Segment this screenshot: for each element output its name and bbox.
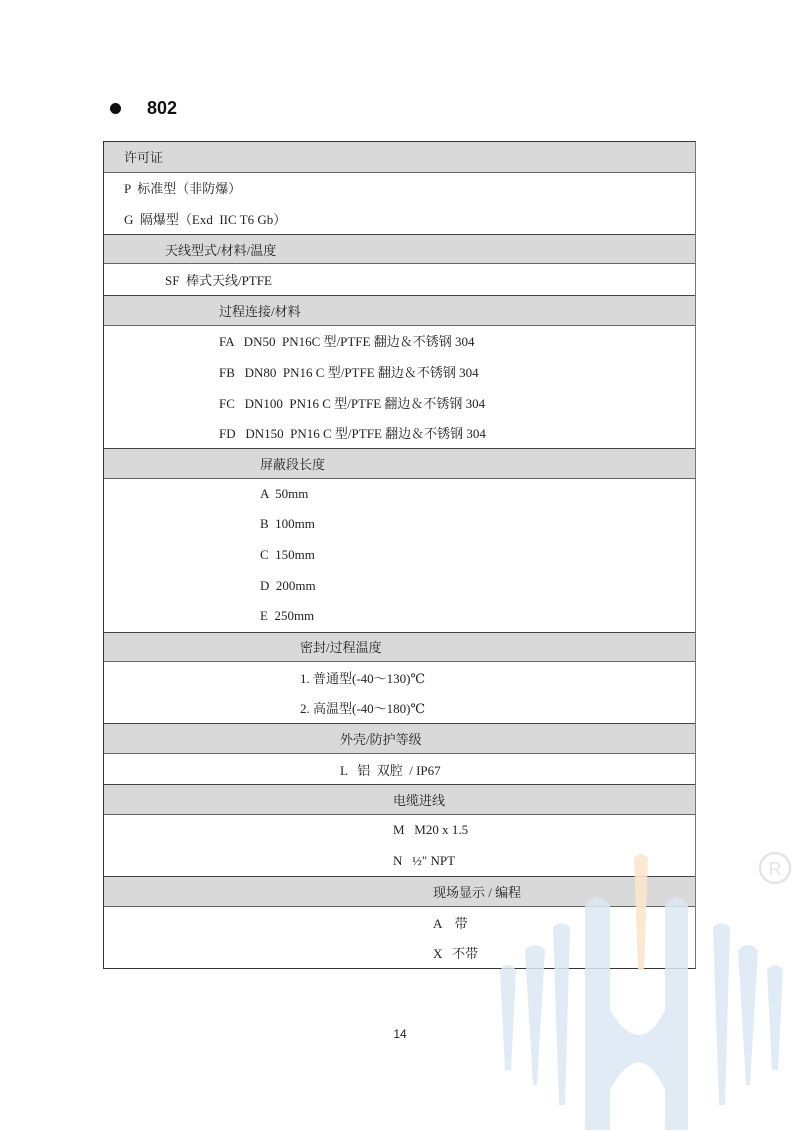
section-header: 过程连接/材料 xyxy=(104,295,695,326)
model-title: 802 xyxy=(147,97,178,118)
option-row: D 200mm xyxy=(260,577,316,593)
option-row: X 不带 xyxy=(433,946,479,962)
option-row: B 100mm xyxy=(260,516,315,532)
option-row: E 250mm xyxy=(260,608,315,624)
option-row: P 标准型（非防爆） xyxy=(124,181,242,197)
section-header: 电缆进线 xyxy=(104,784,695,815)
section-header: 屏蔽段长度 xyxy=(104,448,695,479)
bullet-icon xyxy=(110,103,121,114)
option-row: 2. 高温型(-40～180)℃ xyxy=(300,701,426,717)
section-header: 密封/过程温度 xyxy=(104,632,695,663)
option-row: M M20 x 1.5 xyxy=(393,822,469,838)
option-row: A 50mm xyxy=(260,485,309,501)
option-row: FD DN150 PN16 C 型/PTFE 翻边＆不锈钢 304 xyxy=(219,426,486,442)
option-row: N ½" NPT xyxy=(393,852,456,868)
option-row: FC DN100 PN16 C 型/PTFE 翻边＆不锈钢 304 xyxy=(219,395,486,411)
section-header: 现场显示 / 编程 xyxy=(104,876,695,907)
section-header: 许可证 xyxy=(104,142,695,173)
option-row: FA DN50 PN16C 型/PTFE 翻边＆不锈钢 304 xyxy=(219,334,475,350)
option-row: FB DN80 PN16 C 型/PTFE 翻边＆不锈钢 304 xyxy=(219,364,479,380)
model-selection-table xyxy=(103,141,696,969)
option-row: G 隔爆型（Exd IIC T6 Gb） xyxy=(124,211,287,227)
option-row: C 150mm xyxy=(260,547,315,563)
section-heading xyxy=(110,96,177,120)
option-row: 1. 普通型(-40～130)℃ xyxy=(300,670,426,686)
option-row: A 带 xyxy=(433,915,468,931)
page-number: 14 xyxy=(393,1027,407,1041)
svg-text:R: R xyxy=(768,859,782,879)
section-header: 外壳/防护等级 xyxy=(104,723,695,754)
section-header: 天线型式/材料/温度 xyxy=(104,234,695,265)
option-row: L 铝 双腔 / IP67 xyxy=(340,762,441,778)
option-row: SF 棒式天线/PTFE xyxy=(165,273,272,289)
